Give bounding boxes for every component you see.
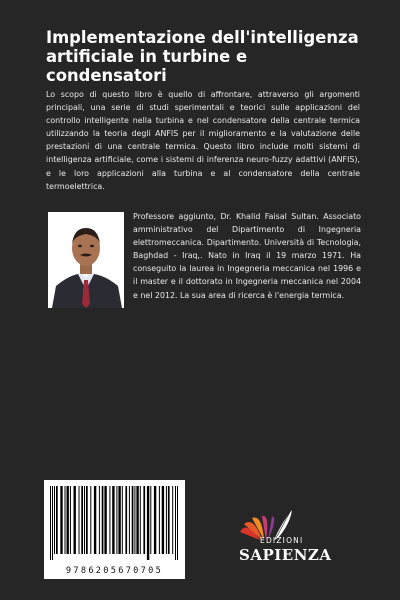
barcode-bar (60, 486, 62, 554)
barcode-bar (112, 486, 114, 554)
author-bio: Professore aggiunto, Dr. Khalid Faisal Sultan. Associato amministrativo del Dipartimento di Ingegneria elettromeccanica. Dipartimento. Università di Tecnologia, Baghdad - Iraq,. Nato in Iraq il 19 marzo 1971. Ha conseguito la laurea in Ingegneria meccanica nel 1996 e il master e il dottorato in Ingegneria meccanica nel 2004 e nel 2012. La sua area di ricerca è l'energia termica. (133, 212, 361, 300)
barcode-bar (116, 486, 117, 554)
barcode-bar (140, 486, 141, 554)
barcode-bar (104, 486, 106, 554)
publisher-logo (232, 506, 340, 568)
barcode-bar (52, 486, 53, 560)
barcode-bar (84, 486, 85, 554)
barcode-bar (70, 486, 71, 554)
barcode-bar (172, 486, 173, 554)
barcode-bar (159, 486, 160, 554)
publisher-imprint-label: EDIZIONI (260, 536, 304, 545)
barcode-bar (162, 486, 164, 554)
barcode-bar (67, 486, 69, 554)
barcode-bar (175, 486, 176, 560)
author-portrait-icon (48, 212, 124, 308)
isbn-barcode (44, 480, 185, 579)
barcode-bar (74, 486, 76, 554)
barcode-bar (90, 486, 91, 554)
barcode-bar (143, 486, 145, 554)
barcode-bar (109, 486, 110, 554)
barcode-bar (150, 486, 151, 554)
barcode-bar (94, 486, 96, 554)
author-photo (48, 212, 124, 308)
barcode-bar (147, 486, 149, 560)
barcode-bar (81, 486, 83, 554)
barcode-bar (79, 486, 80, 554)
barcode-bar (125, 486, 127, 554)
barcode-bar (122, 486, 123, 554)
barcode-bar (102, 486, 104, 554)
barcode-bar (65, 486, 66, 554)
barcode-bar (56, 486, 58, 554)
barcode-bar (118, 486, 120, 554)
barcode-bar (166, 486, 167, 554)
barcode-bar (154, 486, 156, 554)
barcode-bar (86, 486, 88, 554)
publisher-name: SAPIENZA (239, 546, 332, 564)
barcode-bar (54, 486, 55, 554)
book-title: Implementazione dell'intelligenza artificiale in turbine e condensatori (46, 28, 359, 85)
barcode-bar (136, 486, 138, 554)
barcode-bars (44, 480, 185, 562)
barcode-bar (50, 486, 51, 560)
barcode-bar (129, 486, 130, 554)
barcode-bar (168, 486, 170, 554)
barcode-bar (132, 486, 134, 554)
barcode-bar (134, 486, 135, 554)
barcode-bar (99, 486, 100, 554)
barcode-bar (177, 486, 178, 560)
book-abstract: Lo scopo di questo libro è quello di affrontare, attraverso gli argomenti principali, una serie di studi sperimentali e teorici sulle applicazioni del controllo intelligente nella turbina e nel condensatore della centrale termica utilizzando la teoria degli ANFIS per il miglioramento e la valutazione delle prestazioni di una centrale termica. Questo libro include molti sistemi di intelligenza artificiale, come i sistemi di inferenza neuro-fuzzy adattivi (ANFIS), e le loro applicazioni alla turbina e al condensatore della centrale termoelettrica. (46, 90, 360, 191)
isbn-number: 9786205670705 (65, 566, 164, 576)
